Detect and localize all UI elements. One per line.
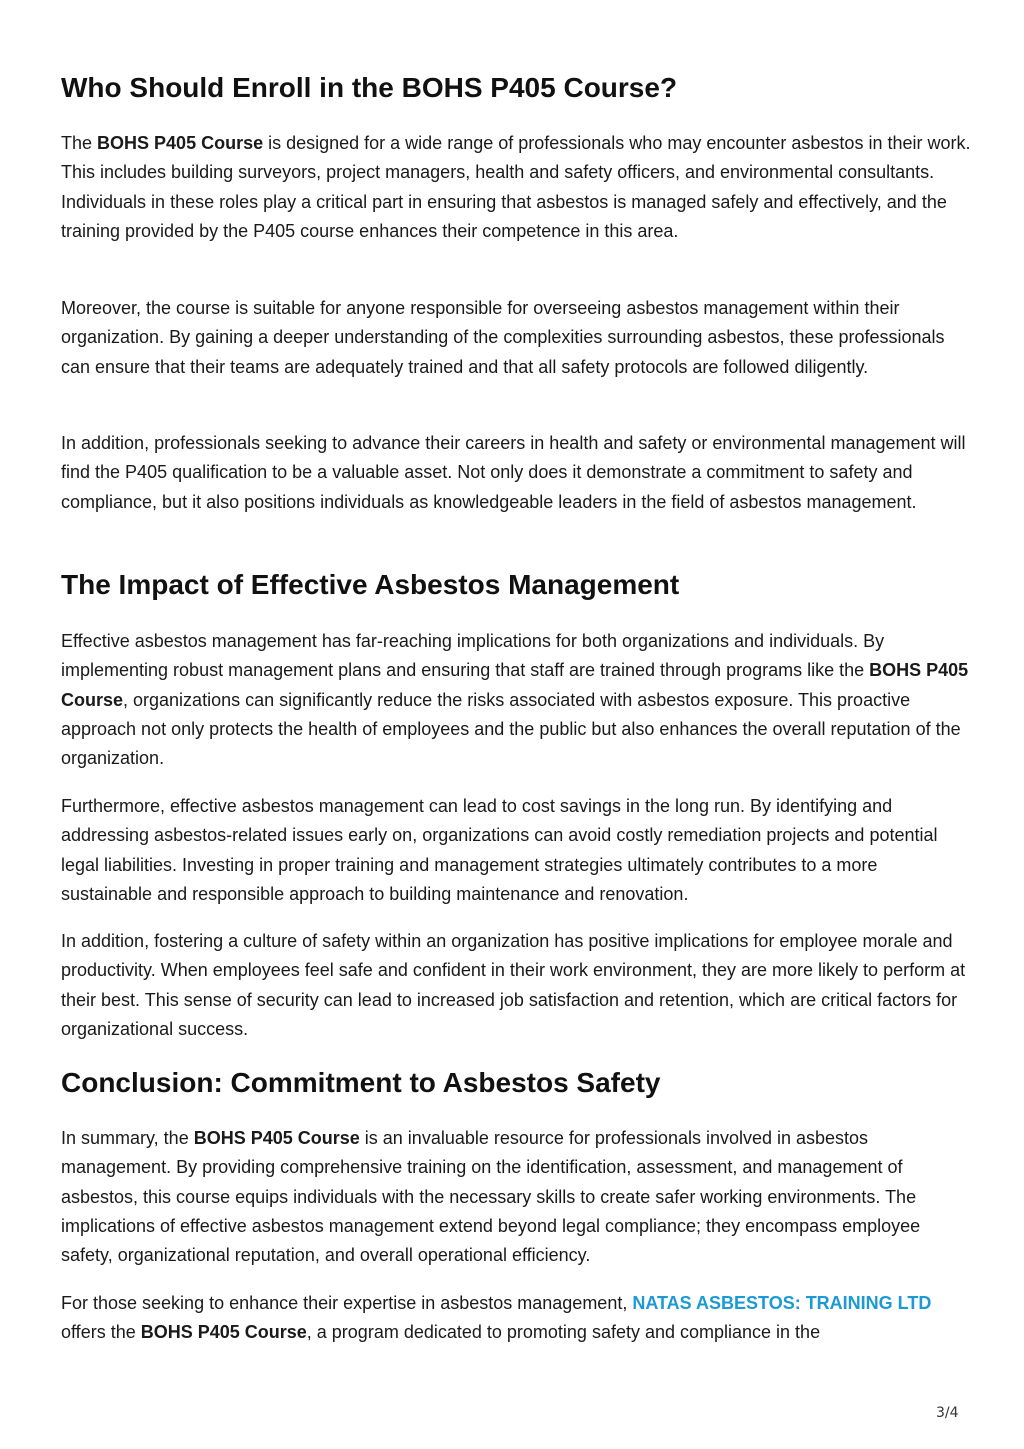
text-span: , a program dedicated to promoting safety and compliance in the	[306, 1322, 821, 1343]
text-span: is designed for a wide range of professionals who may encounter asbestos in their work. This includes building surveyors, project managers, health and safety officers, and environmental consultants. Individuals in these roles play a critical part in ensuring that asbestos is managed safely and effectively, and the training provided by the P405 course enhances their competence in this area.	[61, 133, 971, 241]
bold-course-name: BOHS P405 Course	[140, 1322, 307, 1343]
paragraph-impact-cost: Furthermore, effective asbestos management can lead to cost savings in the long run. By identifying and addressing asbestos-related issues early on, organizations can avoid costly remediation projects and potential legal liabilities. Investing in proper training and management strategies ultimately contributes to a more sustainable and responsible approach to building maintenance and renovation.	[61, 796, 938, 904]
text-span: In summary, the	[61, 1128, 194, 1148]
heading-who-should-enroll: Who Should Enroll in the BOHS P405 Course?	[61, 72, 678, 103]
heading-impact: The Impact of Effective Asbestos Management	[61, 569, 680, 600]
bold-course-name: BOHS P405 Course	[193, 1128, 360, 1148]
paragraph-enroll-moreover: Moreover, the course is suitable for anyone responsible for overseeing asbestos management within their organization. By gaining a deeper understanding of the complexities surrounding asbestos, these professionals can ensure that their teams are adequately trained and that all safety protocols are followed diligently.	[61, 298, 945, 377]
text-span: , organizations can significantly reduce the risks associated with asbestos exposure. This proactive approach not only protects the health of employees and the public but also enhances the overall reputation of the organization.	[61, 689, 961, 769]
paragraph-impact-intro	[61, 627, 971, 773]
text-span: offers the	[61, 1322, 141, 1343]
paragraph-conclusion-summary	[61, 1124, 971, 1270]
paragraph-conclusion-offer	[61, 1289, 971, 1348]
text-span: The	[61, 133, 98, 153]
page-number: 3/4	[936, 1405, 959, 1421]
text-span: For those seeking to enhance their expertise in asbestos management,	[61, 1293, 633, 1313]
natas-training-link[interactable]: NATAS ASBESTOS: TRAINING LTD	[632, 1293, 932, 1313]
paragraph-enroll-intro	[61, 129, 971, 246]
bold-course-name: BOHS P405 Course	[61, 660, 969, 710]
heading-conclusion: Conclusion: Commitment to Asbestos Safety	[61, 1067, 661, 1098]
paragraph-enroll-careers: In addition, professionals seeking to advance their careers in health and safety or environmental management will find the P405 qualification to be a valuable asset. Not only does it demonstrate a commitment to safety and compliance, but it also positions individuals as knowledgeable leaders in the field of asbestos management.	[61, 433, 966, 512]
text-span: is an invaluable resource for professionals involved in asbestos management. By providing comprehensive training on the identification, assessment, and management of asbestos, this course equips individuals with the necessary skills to create safer working environments. The implications of effective asbestos management extend beyond legal compliance; they encompass employee safety, organizational reputation, and overall operational efficiency.	[61, 1128, 921, 1266]
paragraph-impact-culture: In addition, fostering a culture of safety within an organization has positive implications for employee morale and productivity. When employees feel safe and confident in their work environment, they are more likely to perform at their best. This sense of security can lead to increased job satisfaction and retention, which are critical factors for organizational success.	[61, 931, 966, 1039]
bold-course-name: BOHS P405 Course	[97, 133, 264, 153]
text-span: Effective asbestos management has far-reaching implications for both organizations and individuals. By implementing robust management plans and ensuring that staff are trained through programs like the	[61, 631, 885, 681]
